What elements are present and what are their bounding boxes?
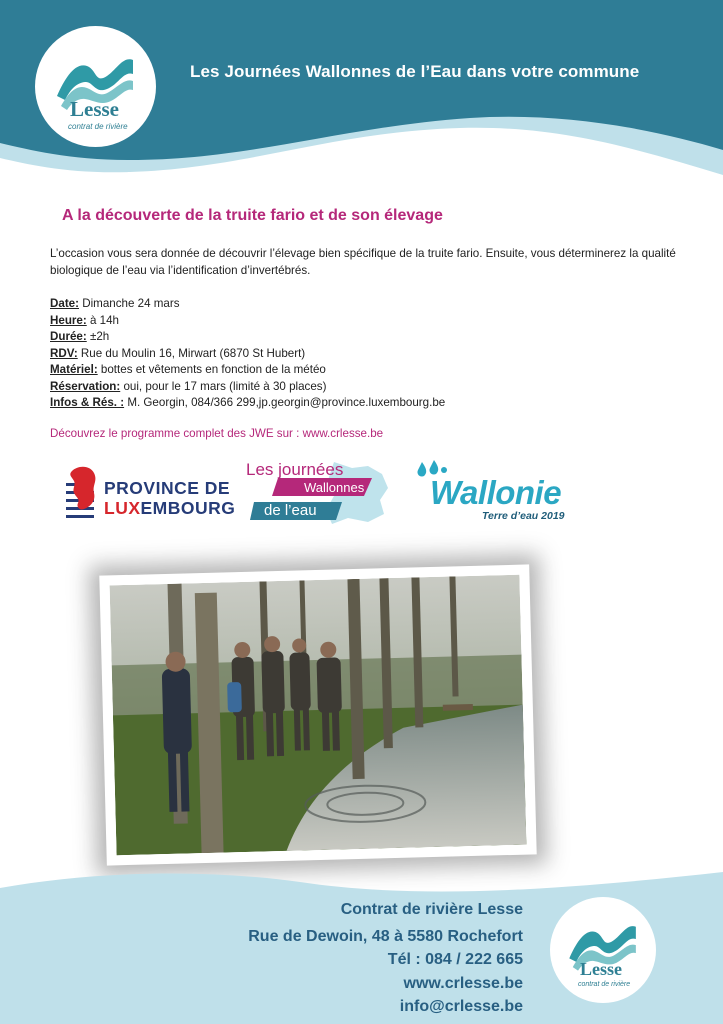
wallonie-word: Wallonie xyxy=(430,474,562,511)
footer-line1: Contrat de rivière Lesse xyxy=(340,901,523,918)
footer-lesse-logo-word: Lesse xyxy=(580,959,622,979)
lesse-logo-word: Lesse xyxy=(70,97,119,121)
wallonie-logo xyxy=(414,458,594,528)
footer-line5[interactable]: info@crlesse.be xyxy=(399,998,523,1015)
detail-row xyxy=(50,379,445,396)
footer-lesse-logo xyxy=(550,897,656,1003)
detail-label: Date: xyxy=(50,297,79,310)
detail-value: Dimanche 24 mars xyxy=(79,297,180,310)
detail-value: ±2h xyxy=(86,330,110,343)
detail-row xyxy=(50,362,445,379)
jwe-line1: Les journées xyxy=(246,460,344,479)
detail-label: Durée: xyxy=(50,330,87,343)
lesse-logo xyxy=(35,26,156,147)
detail-row xyxy=(50,346,445,363)
province-line2 xyxy=(104,499,235,517)
footer-line4[interactable]: www.crlesse.be xyxy=(403,975,523,992)
province-line2-blue: EMBOURG xyxy=(140,498,236,518)
jwe-logo xyxy=(242,458,392,528)
detail-label: RDV: xyxy=(50,346,78,360)
detail-value: Rue du Moulin 16, Mirwart (6870 St Hubert) xyxy=(77,346,306,360)
detail-label: Heure: xyxy=(50,313,87,327)
event-details xyxy=(50,296,445,412)
detail-row xyxy=(50,313,445,330)
jwe-line3: de l’eau xyxy=(264,502,317,519)
detail-value: à 14h xyxy=(86,313,119,327)
program-link[interactable]: Découvrez le programme complet des JWE sur : www.crlesse.be xyxy=(50,427,384,440)
province-line2-red: LUX xyxy=(104,498,141,518)
detail-value: bottes et vêtements en fonction de la météo xyxy=(97,363,326,376)
header-title: Les Journées Wallonnes de l’Eau dans votre commune xyxy=(190,62,640,81)
detail-label: Infos & Rés. : xyxy=(50,396,125,409)
lesse-logo-sub: contrat de rivière xyxy=(68,122,128,131)
detail-label: Matériel: xyxy=(50,363,98,376)
footer-line3: Tél : 084 / 222 665 xyxy=(387,951,523,968)
province-luxembourg-logo xyxy=(62,463,236,525)
wallonie-sub: Terre d’eau 2019 xyxy=(482,510,565,522)
detail-value: oui, pour le 17 mars (limité à 30 places) xyxy=(120,379,327,393)
footer-lesse-logo-sub: contrat de rivière xyxy=(578,981,631,988)
detail-row xyxy=(50,296,445,313)
riverside-photo xyxy=(110,575,527,856)
event-photo xyxy=(99,564,536,865)
province-lion-icon xyxy=(62,463,102,523)
jwe-line2: Wallonnes xyxy=(304,480,365,495)
event-intro: L’occasion vous sera donnée de découvrir l’élevage bien spécifique de la truite fario. Ensuite, vous déterminerez la qualité biologique de l’eau via l’identification d’invertébrés. xyxy=(50,247,676,277)
detail-row xyxy=(50,395,445,412)
detail-row xyxy=(50,329,445,346)
province-line1: PROVINCE DE xyxy=(104,478,231,498)
detail-value: M. Georgin, 084/366 299,jp.georgin@province.luxembourg.be xyxy=(124,396,446,409)
detail-label: Réservation: xyxy=(50,379,121,393)
event-title: A la découverte de la truite fario et de son élevage xyxy=(62,207,443,224)
footer-line2: Rue de Dewoin, 48 à 5580 Rochefort xyxy=(248,928,523,945)
